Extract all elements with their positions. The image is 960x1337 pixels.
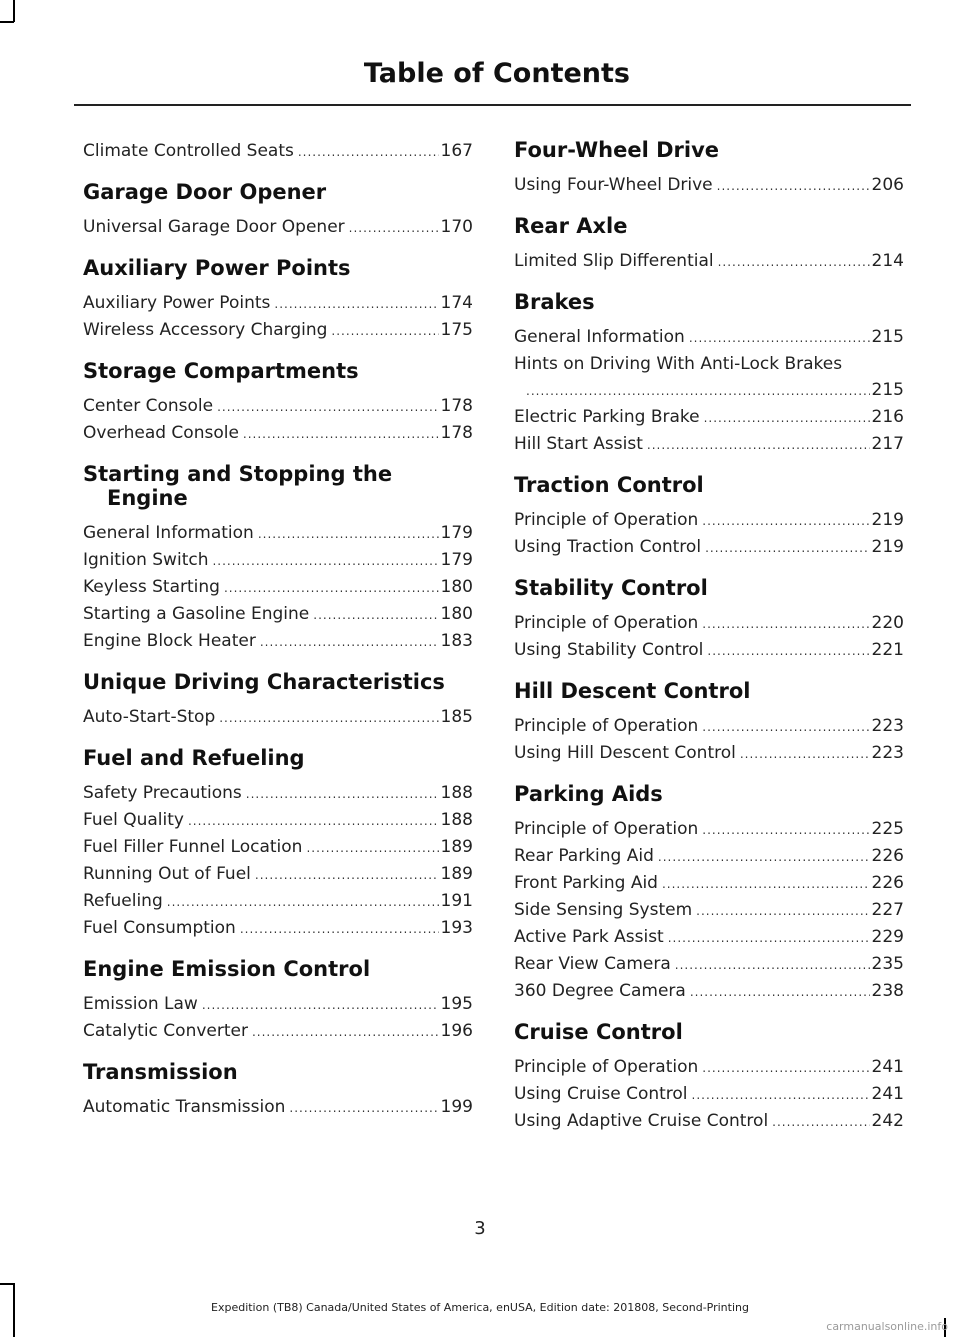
toc-entry-list xyxy=(83,138,473,165)
dot-leader xyxy=(702,611,869,637)
dot-leader xyxy=(306,835,438,861)
toc-entry[interactable] xyxy=(514,637,904,664)
toc-section xyxy=(83,138,473,165)
toc-left-column xyxy=(83,138,473,1136)
toc-entry-title: 360 Degree Camera xyxy=(514,981,686,1001)
toc-entry-page: 183 xyxy=(440,631,473,651)
toc-entry-page: 214 xyxy=(871,251,904,271)
watermark: carmanualsonline.info xyxy=(826,1320,948,1333)
toc-entry-page: 179 xyxy=(440,523,473,543)
toc-entry-page: 185 xyxy=(440,707,473,727)
toc-entry-title: Automatic Transmission xyxy=(83,1097,286,1117)
toc-section xyxy=(83,670,473,731)
toc-entry-title: Climate Controlled Seats xyxy=(83,141,294,161)
toc-entry-list xyxy=(83,1094,473,1121)
toc-entry[interactable] xyxy=(83,317,473,344)
toc-entry-list xyxy=(514,1054,904,1135)
toc-entry-title: Auto-Start-Stop xyxy=(83,707,216,727)
toc-section xyxy=(514,1020,904,1135)
dot-leader xyxy=(705,535,869,561)
toc-entry-page: 219 xyxy=(871,510,904,530)
toc-entry-page: 223 xyxy=(871,716,904,736)
toc-entry[interactable] xyxy=(514,248,904,275)
toc-entry-page: 188 xyxy=(440,783,473,803)
crop-mark-top-left-h xyxy=(0,21,14,23)
toc-entry-page: 216 xyxy=(871,407,904,427)
toc-entry-title: General Information xyxy=(83,523,254,543)
dot-leader xyxy=(704,405,870,431)
toc-entry[interactable] xyxy=(83,834,473,861)
toc-section xyxy=(83,957,473,1045)
toc-entry[interactable] xyxy=(83,290,473,317)
toc-entry-title: Safety Precautions xyxy=(83,783,242,803)
toc-entry-title: General Information xyxy=(514,327,685,347)
dot-leader xyxy=(224,575,439,601)
dot-leader xyxy=(662,871,870,897)
dot-leader xyxy=(707,638,869,664)
toc-entry-page: 170 xyxy=(440,217,473,237)
toc-section xyxy=(514,679,904,767)
section-heading-text: Auxiliary Power Points xyxy=(83,256,351,280)
toc-entry[interactable] xyxy=(83,807,473,834)
toc-entry-page: 241 xyxy=(871,1084,904,1104)
section-heading xyxy=(514,1020,904,1044)
dot-leader xyxy=(740,741,870,767)
section-heading xyxy=(83,670,473,694)
toc-entry-title: Engine Block Heater xyxy=(83,631,256,651)
section-heading-text: Four-Wheel Drive xyxy=(514,138,720,162)
toc-entry-list xyxy=(83,780,473,942)
toc-entry[interactable] xyxy=(514,324,904,351)
section-heading xyxy=(514,576,904,600)
toc-entry-page: 242 xyxy=(871,1111,904,1131)
dot-leader xyxy=(718,249,870,275)
toc-entry-page: 178 xyxy=(440,396,473,416)
section-heading xyxy=(83,746,473,770)
section-heading-text: Hill Descent Control xyxy=(514,679,751,703)
toc-entry[interactable] xyxy=(514,404,904,431)
toc-entry-page: 227 xyxy=(871,900,904,920)
toc-entry-page: 241 xyxy=(871,1057,904,1077)
section-heading-text: Storage Compartments xyxy=(83,359,359,383)
toc-entry-title: Hill Start Assist xyxy=(514,434,643,454)
toc-entry-page: 238 xyxy=(871,981,904,1001)
toc-entry-list xyxy=(514,713,904,767)
section-heading xyxy=(83,957,473,981)
dot-leader xyxy=(252,1019,439,1045)
dot-leader xyxy=(243,421,439,447)
toc-entry-page: 179 xyxy=(440,550,473,570)
toc-entry-title: Using Traction Control xyxy=(514,537,702,557)
toc-entry-title: Rear View Camera xyxy=(514,954,671,974)
toc-entry[interactable] xyxy=(83,214,473,241)
toc-entry-title: Using Hill Descent Control xyxy=(514,743,736,763)
section-heading-continuation: Engine xyxy=(107,486,188,510)
toc-entry-page: 199 xyxy=(440,1097,473,1117)
toc-entry-page: 223 xyxy=(871,743,904,763)
toc-entry[interactable] xyxy=(514,1081,904,1108)
toc-entry-page: 196 xyxy=(440,1021,473,1041)
dot-leader xyxy=(298,139,439,165)
toc-entry-title: Principle of Operation xyxy=(514,1057,699,1077)
toc-entry-title: Catalytic Converter xyxy=(83,1021,248,1041)
header-divider xyxy=(74,104,911,106)
toc-entry[interactable] xyxy=(514,897,904,924)
dot-leader xyxy=(658,844,870,870)
toc-entry-page: 180 xyxy=(440,577,473,597)
dot-leader xyxy=(188,808,439,834)
toc-entry-page: 193 xyxy=(440,918,473,938)
toc-entry[interactable] xyxy=(514,978,904,1005)
dot-leader xyxy=(702,1055,869,1081)
toc-entry[interactable] xyxy=(83,138,473,165)
section-heading-text: Engine Emission Control xyxy=(83,957,371,981)
toc-entry-list xyxy=(514,507,904,561)
toc-entry-title: Active Park Assist xyxy=(514,927,664,947)
section-heading-text: Stability Control xyxy=(514,576,708,600)
dot-leader xyxy=(689,325,870,351)
dot-leader xyxy=(692,1082,870,1108)
dot-leader xyxy=(690,979,870,1005)
toc-entry-title: Fuel Filler Funnel Location xyxy=(83,837,303,857)
dot-leader xyxy=(702,508,869,534)
toc-entry[interactable] xyxy=(83,601,473,628)
dot-leader xyxy=(258,521,439,547)
toc-entry-page: 215 xyxy=(871,380,904,400)
section-heading-text: Fuel and Refueling xyxy=(83,746,305,770)
toc-entry[interactable] xyxy=(514,507,904,534)
toc-entry[interactable] xyxy=(83,991,473,1018)
section-heading-text: Rear Axle xyxy=(514,214,628,238)
section-heading xyxy=(514,290,904,314)
toc-entry-page: 188 xyxy=(440,810,473,830)
toc-section xyxy=(83,359,473,447)
toc-entry-list xyxy=(514,610,904,664)
toc-section xyxy=(514,214,904,275)
section-heading xyxy=(514,138,904,162)
toc-entry-title: Limited Slip Differential xyxy=(514,251,714,271)
toc-entry-page: 221 xyxy=(871,640,904,660)
toc-entry[interactable] xyxy=(83,704,473,731)
toc-entry[interactable] xyxy=(83,420,473,447)
toc-entry-page: 219 xyxy=(871,537,904,557)
toc-entry-list xyxy=(83,214,473,241)
toc-entry[interactable] xyxy=(514,351,904,404)
toc-entry[interactable] xyxy=(514,172,904,199)
edition-footer: Expedition (TB8) Canada/United States of America, enUSA, Edition date: 201808, Second-Printing xyxy=(211,1301,749,1314)
toc-right-column xyxy=(514,138,904,1150)
section-heading xyxy=(514,473,904,497)
dot-leader xyxy=(167,889,439,915)
toc-entry-page: 226 xyxy=(871,873,904,893)
dot-leader xyxy=(331,318,438,344)
section-heading-text: Garage Door Opener xyxy=(83,180,327,204)
toc-entry-title: Using Cruise Control xyxy=(514,1084,688,1104)
toc-entry[interactable] xyxy=(514,816,904,843)
toc-entry-page: 195 xyxy=(440,994,473,1014)
dot-leader xyxy=(772,1109,869,1135)
section-heading xyxy=(83,359,473,383)
toc-entry-title: Starting a Gasoline Engine xyxy=(83,604,310,624)
dot-leader xyxy=(349,215,439,241)
toc-entry-page: 225 xyxy=(871,819,904,839)
toc-entry-title: Hints on Driving With Anti-Lock Brakes xyxy=(514,354,843,374)
dot-leader xyxy=(696,898,869,924)
toc-entry-title: Using Four-Wheel Drive xyxy=(514,175,713,195)
toc-entry-title: Principle of Operation xyxy=(514,510,699,530)
toc-section xyxy=(83,1060,473,1121)
toc-entry-page: 217 xyxy=(871,434,904,454)
toc-entry[interactable] xyxy=(83,915,473,942)
section-heading xyxy=(83,180,473,204)
page-title: Table of Contents xyxy=(363,58,630,89)
toc-section xyxy=(83,746,473,942)
toc-entry-page: 189 xyxy=(440,837,473,857)
toc-entry-title: Principle of Operation xyxy=(514,613,699,633)
section-heading xyxy=(83,1060,473,1084)
toc-entry[interactable] xyxy=(83,780,473,807)
toc-entry-title: Ignition Switch xyxy=(83,550,209,570)
toc-entry-title: Emission Law xyxy=(83,994,198,1014)
section-heading xyxy=(514,679,904,703)
toc-section xyxy=(83,256,473,344)
dot-leader xyxy=(313,602,438,628)
toc-entry-list xyxy=(514,816,904,1005)
dot-leader xyxy=(240,916,439,942)
toc-entry-page: 180 xyxy=(440,604,473,624)
toc-section xyxy=(83,462,473,655)
toc-entry[interactable] xyxy=(514,951,904,978)
dot-leader xyxy=(260,629,439,655)
section-heading xyxy=(83,256,473,280)
toc-entry-title: Front Parking Aid xyxy=(514,873,658,893)
dot-leader xyxy=(675,952,870,978)
toc-entry[interactable] xyxy=(83,574,473,601)
toc-section xyxy=(514,290,904,458)
toc-entry-title: Side Sensing System xyxy=(514,900,693,920)
toc-entry-title: Fuel Consumption xyxy=(83,918,236,938)
toc-entry-list xyxy=(83,704,473,731)
toc-entry[interactable] xyxy=(83,888,473,915)
toc-entry-page: 189 xyxy=(440,864,473,884)
toc-entry[interactable] xyxy=(514,924,904,951)
toc-entry-title: Keyless Starting xyxy=(83,577,220,597)
toc-entry-page: 178 xyxy=(440,423,473,443)
toc-entry[interactable] xyxy=(514,1054,904,1081)
dot-leader xyxy=(255,862,439,888)
dot-leader xyxy=(668,925,870,951)
toc-entry[interactable] xyxy=(514,431,904,458)
dot-leader xyxy=(647,432,870,458)
toc-entry-title: Refueling xyxy=(83,891,163,911)
toc-entry-page: 191 xyxy=(440,891,473,911)
dot-leader xyxy=(289,1095,438,1121)
toc-entry-title: Principle of Operation xyxy=(514,819,699,839)
dot-leader xyxy=(526,378,870,404)
toc-entry-page: 167 xyxy=(440,141,473,161)
dot-leader xyxy=(219,705,438,731)
toc-entry[interactable] xyxy=(514,740,904,767)
toc-entry[interactable] xyxy=(83,1094,473,1121)
toc-entry-page: 206 xyxy=(871,175,904,195)
toc-entry-title: Electric Parking Brake xyxy=(514,407,700,427)
toc-entry-title: Fuel Quality xyxy=(83,810,184,830)
dot-leader xyxy=(702,714,869,740)
toc-entry-page: 175 xyxy=(440,320,473,340)
section-heading-text: Brakes xyxy=(514,290,595,314)
toc-entry-page: 226 xyxy=(871,846,904,866)
toc-entry-title: Auxiliary Power Points xyxy=(83,293,271,313)
toc-entry[interactable] xyxy=(514,610,904,637)
dot-leader xyxy=(212,548,438,574)
toc-entry-page: 229 xyxy=(871,927,904,947)
toc-entry[interactable] xyxy=(83,1018,473,1045)
toc-entry-list xyxy=(514,324,904,458)
toc-entry-title: Principle of Operation xyxy=(514,716,699,736)
toc-entry-page: 215 xyxy=(871,327,904,347)
section-heading-text: Cruise Control xyxy=(514,1020,683,1044)
crop-mark-top-left-v xyxy=(13,0,15,22)
toc-entry-title: Running Out of Fuel xyxy=(83,864,251,884)
toc-entry-list xyxy=(83,991,473,1045)
toc-section xyxy=(514,138,904,199)
dot-leader xyxy=(717,173,870,199)
section-heading xyxy=(514,214,904,238)
section-heading xyxy=(514,782,904,806)
toc-entry-title: Center Console xyxy=(83,396,214,416)
crop-mark-bottom-left-h xyxy=(0,1283,14,1285)
toc-section xyxy=(514,782,904,1005)
section-heading-text: Parking Aids xyxy=(514,782,663,806)
toc-section xyxy=(514,576,904,664)
toc-entry-list xyxy=(514,248,904,275)
toc-entry[interactable] xyxy=(83,393,473,420)
toc-entry[interactable] xyxy=(514,1108,904,1135)
toc-entry-page: 174 xyxy=(440,293,473,313)
section-heading-text: Traction Control xyxy=(514,473,704,497)
section-heading xyxy=(83,462,473,510)
toc-entry-page: 235 xyxy=(871,954,904,974)
toc-entry[interactable] xyxy=(83,628,473,655)
toc-entry[interactable] xyxy=(514,713,904,740)
toc-entry-title: Universal Garage Door Opener xyxy=(83,217,345,237)
toc-section xyxy=(514,473,904,561)
toc-entry[interactable] xyxy=(83,861,473,888)
section-heading-text: Transmission xyxy=(83,1060,238,1084)
toc-entry[interactable] xyxy=(514,870,904,897)
toc-entry-list xyxy=(83,393,473,447)
toc-entry-title: Rear Parking Aid xyxy=(514,846,654,866)
toc-entry-list xyxy=(83,290,473,344)
dot-leader xyxy=(202,992,439,1018)
page-number: 3 xyxy=(474,1218,486,1239)
toc-entry[interactable] xyxy=(514,843,904,870)
dot-leader xyxy=(246,781,439,807)
toc-section xyxy=(83,180,473,241)
dot-leader xyxy=(274,291,438,317)
toc-entry-title: Wireless Accessory Charging xyxy=(83,320,328,340)
toc-entry-title: Using Stability Control xyxy=(514,640,704,660)
section-heading-text: Starting and Stopping the xyxy=(83,462,393,486)
toc-entry-title: Overhead Console xyxy=(83,423,239,443)
toc-entry[interactable] xyxy=(83,547,473,574)
dot-leader xyxy=(217,394,438,420)
toc-entry[interactable] xyxy=(83,520,473,547)
dot-leader xyxy=(702,817,869,843)
toc-entry-list xyxy=(514,172,904,199)
toc-entry-title: Using Adaptive Cruise Control xyxy=(514,1111,769,1131)
section-heading-text: Unique Driving Characteristics xyxy=(83,670,445,694)
toc-entry-page: 220 xyxy=(871,613,904,633)
toc-entry[interactable] xyxy=(514,534,904,561)
toc-entry-list xyxy=(83,520,473,655)
